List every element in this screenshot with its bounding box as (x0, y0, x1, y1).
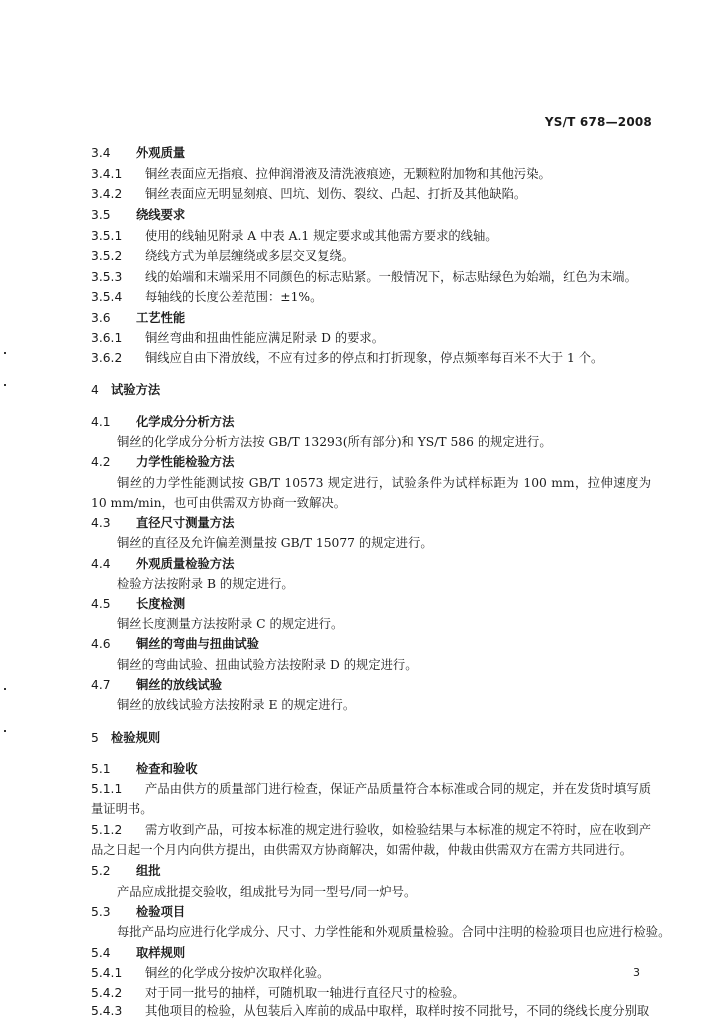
section-title: 检验项目 (136, 905, 186, 919)
clause-text: 对于同一批号的抽样，可随机取一轴进行直径尺寸的检验。 (145, 986, 465, 1000)
clause-number: 3.5.4 (91, 290, 123, 304)
clause-text: 每轴线的长度公差范围：±1%。 (145, 290, 323, 304)
clause-text: 其他项目的检验，从包装后入库前的成品中取样，取样时按不同批号，不同的绕线长度分别取 (145, 1004, 650, 1018)
section-heading (91, 513, 234, 533)
section-heading (91, 594, 185, 614)
clause-number: 5.4.1 (91, 966, 123, 980)
clause (91, 820, 651, 860)
section-number: 3.4 (91, 146, 111, 160)
chapter-heading (91, 380, 160, 400)
section-heading (91, 205, 185, 225)
clause (91, 348, 603, 368)
clause-text: 使用的线轴见附录 A 中表 A.1 规定要求或其他需方要求的线轴。 (145, 229, 498, 243)
scan-speck (4, 384, 6, 386)
clause (91, 267, 637, 287)
clause-number: 5.4.2 (91, 986, 123, 1000)
section-body: 铜丝的弯曲试验、扭曲试验方法按附录 D 的规定进行。 (117, 658, 418, 672)
clause-number: 3.5.3 (91, 270, 123, 284)
clause-number: 5.4.3 (91, 1004, 123, 1018)
scan-speck (4, 352, 6, 354)
section-number: 3.5 (91, 208, 111, 222)
clause-number: 5.1.2 (91, 823, 123, 837)
section-number: 5.4 (91, 946, 111, 960)
section-number: 4.4 (91, 557, 111, 571)
chapter-number: 4 (91, 383, 99, 397)
section-heading (91, 943, 185, 963)
clause (91, 287, 322, 307)
section-title: 铜丝的弯曲与扭曲试验 (136, 637, 259, 651)
section-title: 力学性能检验方法 (136, 455, 235, 469)
clause-number: 3.6.2 (91, 351, 123, 365)
clause-text: 铜丝表面应无指痕、拉伸润滑液及清洗液痕迹，无颗粒附加物和其他污染。 (145, 167, 551, 181)
section-title: 组批 (136, 864, 161, 878)
section-number: 5.3 (91, 905, 111, 919)
section-heading (91, 452, 234, 472)
clause-number: 3.4.1 (91, 167, 123, 181)
section-number: 4.1 (91, 415, 111, 429)
chapter-title: 检验规则 (111, 731, 161, 745)
section-number: 4.3 (91, 516, 111, 530)
clause-text: 产品由供方的质量部门进行检查，保证产品质量符合本标准或合同的规定，并在发货时填写质量证明书。 (91, 782, 651, 816)
section-body: 铜丝的直径及允许偏差测量按 GB/T 15077 的规定进行。 (117, 536, 433, 550)
section-title: 工艺性能 (136, 311, 186, 325)
section-heading (91, 634, 259, 654)
clause-text: 需方收到产品，可按本标准的规定进行验收，如检验结果与本标准的规定不符时，应在收到产品之日起一个月内向供方提出，由供需双方协商解决，如需仲裁，仲裁由供需双方在需方共同进行。 (91, 823, 651, 857)
page-number: 3 (633, 966, 640, 979)
clause (91, 226, 498, 246)
section-number: 3.6 (91, 311, 111, 325)
section-body: 铜丝的力学性能测试按 GB/T 10573 规定进行，试验条件为试样标距为 100 mm，拉伸速度为 10 mm/min，也可由供需双方协商一致解决。 (91, 476, 651, 510)
section-title: 绕线要求 (136, 208, 186, 222)
clause-text: 铜丝的化学成分按炉次取样化验。 (145, 966, 330, 980)
clause-number: 5.1.1 (91, 782, 123, 796)
scan-speck (4, 730, 6, 732)
section-body: 铜丝的化学成分分析方法按 GB/T 13293(所有部分)和 YS/T 586 的规定进行。 (117, 435, 552, 449)
section-title: 长度检测 (136, 597, 186, 611)
clause (91, 1001, 649, 1021)
section-number: 4.2 (91, 455, 111, 469)
section-number: 5.2 (91, 864, 111, 878)
clause-text: 线的始端和末端采用不同颜色的标志贴紧。一般情况下，标志贴绿色为始端，红色为末端。 (145, 270, 637, 284)
standard-number: YS/T 678—2008 (544, 115, 652, 129)
clause-text: 铜线应自由下滑放线，不应有过多的停点和打折现象，停点频率每百米不大于 1 个。 (145, 351, 604, 365)
scan-speck (4, 688, 6, 690)
clause-text: 铜丝弯曲和扭曲性能应满足附录 D 的要求。 (145, 331, 385, 345)
section-number: 5.1 (91, 762, 111, 776)
section-heading (91, 412, 234, 432)
clause-number: 3.4.2 (91, 187, 123, 201)
clause-text: 铜丝表面应无明显刻痕、凹坑、划伤、裂纹、凸起、打折及其他缺陷。 (145, 187, 527, 201)
clause-text: 绕线方式为单层缠绕或多层交叉复绕。 (145, 249, 355, 263)
section-title: 检查和验收 (136, 762, 198, 776)
section-body: 铜丝长度测量方法按附录 C 的规定进行。 (117, 617, 344, 631)
section-heading (91, 675, 222, 695)
clause (91, 184, 526, 204)
chapter-number: 5 (91, 731, 99, 745)
section-title: 直径尺寸测量方法 (136, 516, 235, 530)
section-number: 4.7 (91, 678, 111, 692)
clause (91, 963, 329, 983)
section-heading (91, 902, 185, 922)
clause-number: 3.6.1 (91, 331, 123, 345)
section-title: 取样规则 (136, 946, 186, 960)
clause (91, 328, 384, 348)
clause (91, 164, 551, 184)
section-number: 4.6 (91, 637, 111, 651)
clause (91, 779, 651, 819)
clause (91, 983, 465, 1003)
section-body: 铜丝的放线试验方法按附录 E 的规定进行。 (117, 698, 356, 712)
clause (91, 246, 354, 266)
section-title: 外观质量检验方法 (136, 557, 235, 571)
chapter-title: 试验方法 (111, 383, 161, 397)
section-body: 检验方法按附录 B 的规定进行。 (117, 577, 294, 591)
section-body: 产品应成批提交验收，组成批号为同一型号/同一炉号。 (117, 885, 417, 899)
clause-number: 3.5.1 (91, 229, 123, 243)
clause-number: 3.5.2 (91, 249, 123, 263)
section-heading (91, 554, 234, 574)
section-heading (91, 308, 185, 328)
section-title: 外观质量 (136, 146, 186, 160)
section-body: 每批产品均应进行化学成分、尺寸、力学性能和外观质量检验。合同中注明的检验项目也应进行检验。 (117, 925, 671, 939)
section-heading (91, 861, 161, 881)
section-title: 铜丝的放线试验 (136, 678, 223, 692)
section-number: 4.5 (91, 597, 111, 611)
section-heading (91, 143, 185, 163)
chapter-heading (91, 728, 160, 748)
section-heading (91, 759, 198, 779)
section-title: 化学成分分析方法 (136, 415, 235, 429)
